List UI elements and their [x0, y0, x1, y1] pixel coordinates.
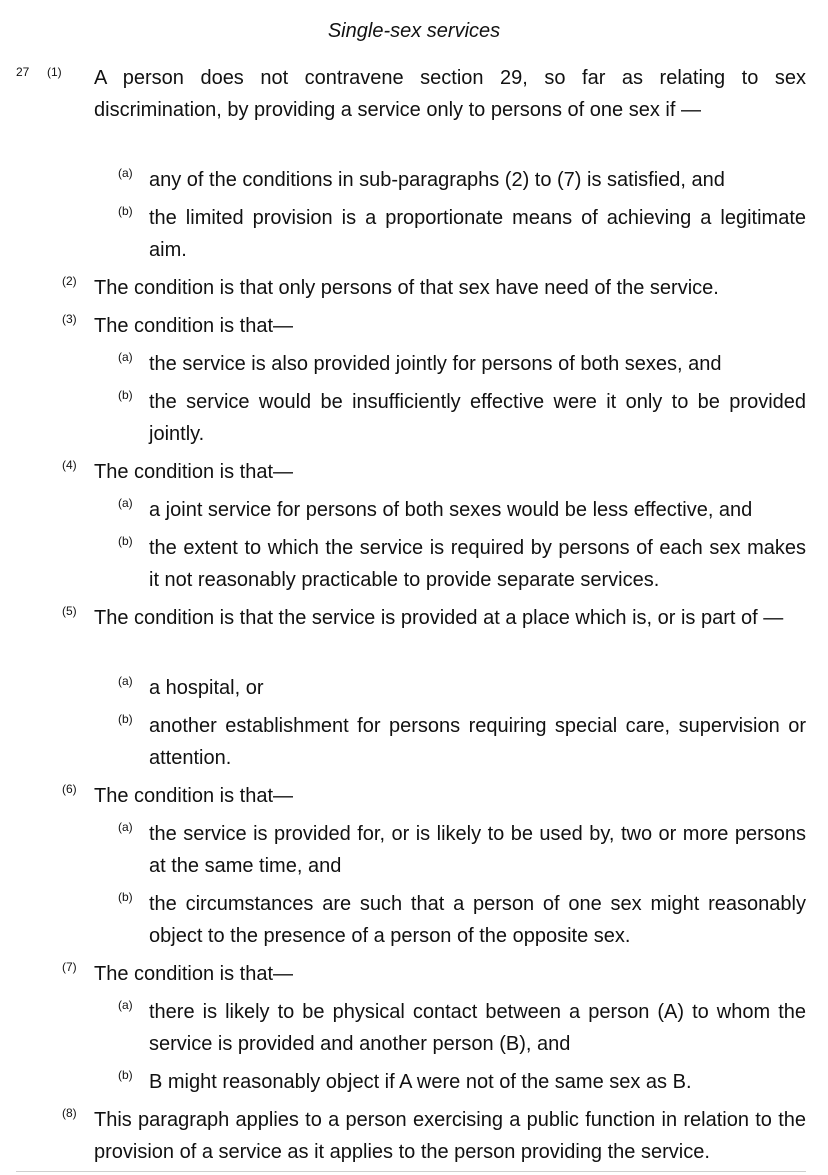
subparagraph-number: (2) — [62, 274, 77, 288]
subparagraph-text: The condition is that the service is provided at a place which is, or is part of — — [94, 607, 784, 629]
item-number: (a) — [118, 350, 133, 364]
subparagraph-text: The condition is that— — [94, 461, 293, 483]
item-text: the limited provision is a proportionate means of achieving a legitimate aim. — [149, 207, 806, 261]
item-text: the service is provided for, or is likely to be used by, two or more persons at the same time, and — [149, 823, 806, 877]
item-text: the circumstances are such that a person of one sex might reasonably object to the presence of a person of the opposite sex. — [149, 893, 806, 947]
item-text: there is likely to be physical contact between a person (A) to whom the service is provided and another person (B), and — [149, 1001, 806, 1055]
item-text: a joint service for persons of both sexes would be less effective, and — [149, 499, 753, 521]
subparagraph-number: (1) — [47, 65, 62, 79]
subparagraph-number: (8) — [62, 1106, 77, 1120]
item-number: (b) — [118, 890, 133, 904]
paragraph-number: 27 — [16, 65, 30, 79]
item-text: B might reasonably object if A were not of the same sex as B. — [149, 1071, 692, 1093]
subparagraph-number: (3) — [62, 312, 77, 326]
item-text: any of the conditions in sub-paragraphs (2) to (7) is satisfied, and — [149, 169, 725, 191]
subparagraph-text: The condition is that— — [94, 315, 293, 337]
subparagraph-number: (4) — [62, 458, 77, 472]
subparagraph-text: A person does not contravene section 29, so far as relating to sex discrimination, by providing a service only to persons of one sex if — — [94, 67, 806, 121]
item-number: (b) — [118, 204, 133, 218]
subparagraph-number: (5) — [62, 604, 77, 618]
subparagraph-text: The condition is that— — [94, 963, 293, 985]
item-text: another establishment for persons requiring special care, supervision or attention. — [149, 715, 806, 769]
item-text: the service would be insufficiently effective were it only to be provided jointly. — [149, 391, 806, 445]
item-text: a hospital, or — [149, 677, 264, 699]
item-number: (a) — [118, 998, 133, 1012]
bottom-divider — [16, 1171, 806, 1172]
item-number: (a) — [118, 820, 133, 834]
item-number: (b) — [118, 388, 133, 402]
item-number: (b) — [118, 712, 133, 726]
subparagraph-number: (6) — [62, 782, 77, 796]
item-number: (a) — [118, 166, 133, 180]
item-text: the extent to which the service is required by persons of each sex makes it not reasonably practicable to provide separate services. — [149, 537, 806, 591]
item-number: (b) — [118, 534, 133, 548]
subparagraph-text: This paragraph applies to a person exercising a public function in relation to the provision of a service as it applies to the person providing the service. — [94, 1109, 806, 1163]
item-number: (a) — [118, 674, 133, 688]
subparagraph-text: The condition is that only persons of that sex have need of the service. — [94, 277, 719, 299]
document-title: Single-sex services — [327, 20, 501, 42]
item-number: (a) — [118, 496, 133, 510]
subparagraph-text: The condition is that— — [94, 785, 293, 807]
item-text: the service is also provided jointly for persons of both sexes, and — [149, 353, 722, 375]
subparagraph-number: (7) — [62, 960, 77, 974]
item-number: (b) — [118, 1068, 133, 1082]
